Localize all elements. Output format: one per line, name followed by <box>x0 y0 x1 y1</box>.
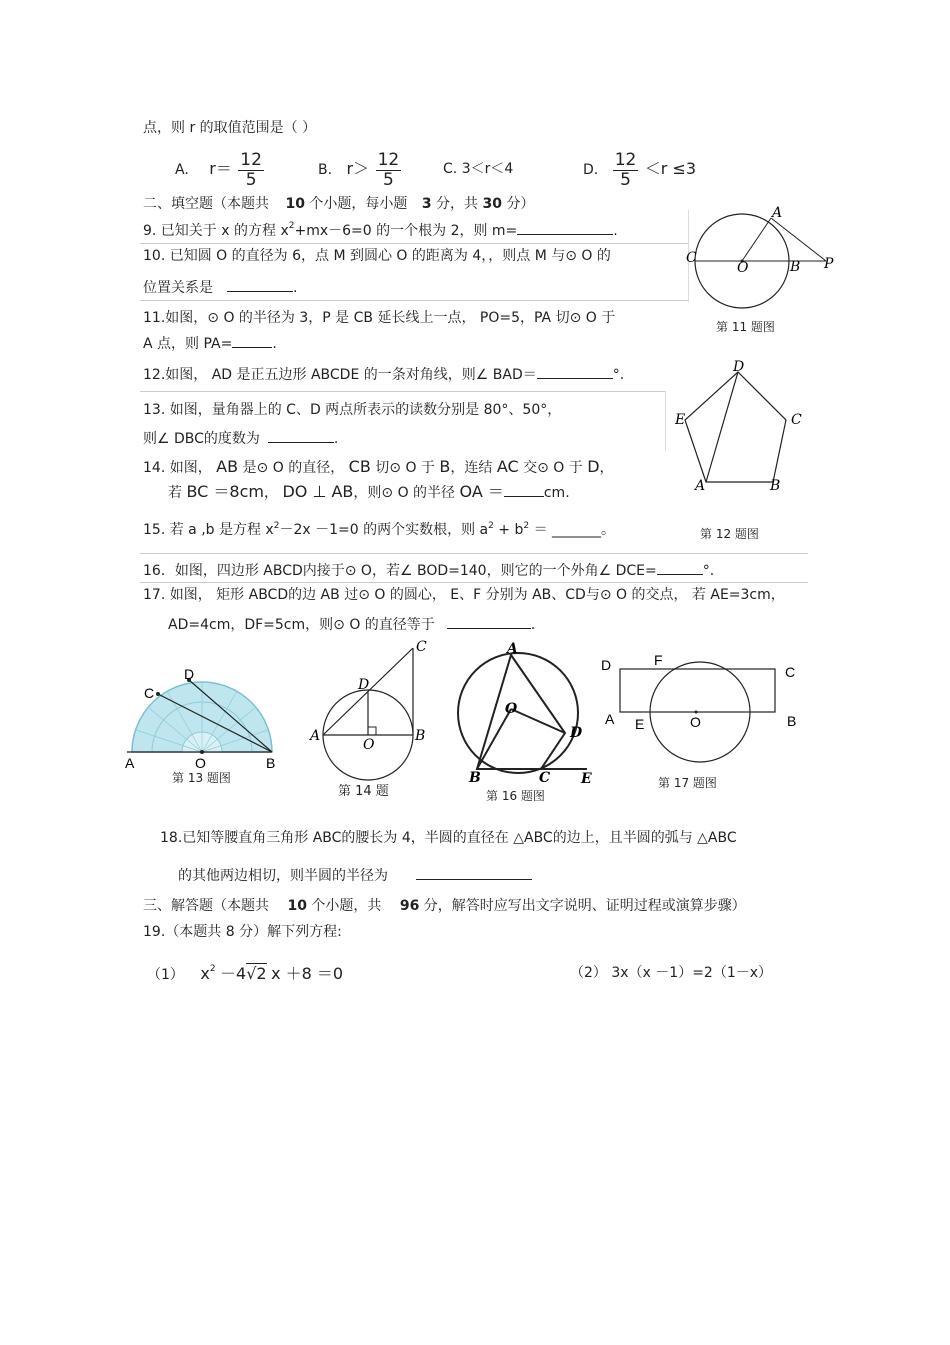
fig11-label-p: P <box>824 256 834 272</box>
question-10-line-2: 位置关系是 . <box>143 277 297 298</box>
fig14-label-a: A <box>310 728 321 744</box>
figure-11-caption: 第 11 题图 <box>716 320 775 334</box>
fig11-label-b: B <box>790 259 801 275</box>
fig12-label-a: A <box>695 478 706 494</box>
q8-option-d-fraction: $\frac{12}{5}$ <box>614 149 637 190</box>
fig16-label-e: E <box>581 771 592 787</box>
figure-12-caption: 第 12 题图 <box>700 527 759 541</box>
fig16-label-d: D <box>570 725 583 741</box>
divider <box>140 300 688 301</box>
fig17-label-o: O <box>690 714 701 730</box>
fig17-label-a: A <box>605 711 615 727</box>
fig12-label-c: C <box>791 412 802 428</box>
q10-answer-blank[interactable] <box>227 277 293 292</box>
question-10-line-1: 10. 已知圆 O 的直径为 6，点 M 到圆心 O 的距离为 4，，则点 M 与⊙ O 的 <box>143 248 611 264</box>
fig16-label-b: B <box>469 770 481 786</box>
question-19-title: 19.（本题共 8 分）解下列方程: <box>143 924 342 940</box>
q8-option-a-fraction: $\frac{12}{5}$ <box>240 149 262 190</box>
figure-11 <box>686 205 836 310</box>
q8-option-c-expr: 3＜r＜4 <box>461 161 514 177</box>
section-2-heading: 二、填空题（本题共 10 个小题，每小题 3 分，共 30 分） <box>143 196 535 212</box>
question-19-part-2: （2） 3x（x －1）=2（1－x） <box>570 965 773 981</box>
q8-stem: 点，则 r 的取值范围是（ ） <box>143 120 317 136</box>
figure-17-caption: 第 17 题图 <box>658 776 717 790</box>
fig13-label-d: D <box>184 666 195 682</box>
divider <box>140 582 808 583</box>
fig13-label-b: B <box>266 755 276 771</box>
q17-answer-blank[interactable] <box>447 614 531 629</box>
q8-option-b-expr: r＞ <box>346 159 370 178</box>
q12-answer-blank[interactable] <box>537 364 613 379</box>
divider <box>140 391 665 392</box>
fig16-label-c: C <box>539 770 551 786</box>
question-19-part-1: （1） $x^2 -4√2$ x ＋8 ＝0 <box>147 964 344 983</box>
question-17-line-2: AD=4cm，DF=5cm，则⊙ O 的直径等于 . <box>168 614 535 635</box>
question-15: 15. 若 a ,b 是方程 $x^2-2x -1=0$ 的两个实数根，则 $a^2 + b^2$ ＝ _______。 <box>143 521 616 538</box>
question-13-line-1: 13. 如图，量角器上的 C、D 两点所表示的读数分别是 80°、50°， <box>143 402 562 418</box>
q8-option-d-label: D. <box>583 162 599 178</box>
figure-14 <box>308 638 438 778</box>
fig12-label-d: D <box>733 359 745 375</box>
q8-option-c-label: C. <box>443 161 458 177</box>
figure-12 <box>672 360 812 500</box>
fig12-label-b: B <box>770 478 781 494</box>
fig17-label-f: F <box>654 652 663 668</box>
q8-option-b-label: B. <box>318 162 333 178</box>
divider <box>140 553 808 554</box>
divider <box>140 243 688 244</box>
fig17-label-e: E <box>635 716 645 732</box>
figure-17 <box>598 650 803 770</box>
q8-options <box>175 146 266 192</box>
q8-option-b-fraction: $\frac{12}{5}$ <box>377 149 400 190</box>
question-18-line-2: 的其他两边相切，则半圆的半径为 <box>178 865 532 886</box>
fig17-label-d: D <box>601 657 612 673</box>
question-14-line-1: 14. 如图， AB 是⊙ O 的直径， CB 切⊙ O 于 B，连结 AC 交⊙ O 于 D， <box>143 457 614 476</box>
q13-answer-blank[interactable] <box>268 428 334 443</box>
figure-13-caption: 第 13 题图 <box>172 771 231 785</box>
figure-13 <box>122 660 287 775</box>
figure-14-caption: 第 14 题 <box>338 784 389 799</box>
q8-option-a-label: A. <box>175 162 189 178</box>
q18-answer-blank[interactable] <box>416 865 532 880</box>
q8-option-b <box>318 146 403 192</box>
q9-answer-blank[interactable] <box>517 220 613 235</box>
figure-16-caption: 第 16 题图 <box>486 789 545 803</box>
fig13-label-o: O <box>195 755 206 771</box>
section-3-heading: 三、解答题（本题共 10 个小题，共 96 分，解答时应写出文字说明、证明过程或演算步骤） <box>143 898 746 914</box>
fig13-label-a: A <box>125 755 135 771</box>
question-9: 9. 已知关于 x 的方程 $x^2+mx-6=0$ 的一个根为 2，则 m= . <box>143 221 618 239</box>
fig16-label-a: A <box>507 641 518 657</box>
fig14-label-c: C <box>416 639 427 655</box>
question-16: 16．如图，四边形 ABCD内接于⊙ O，若∠ BOD=140，则它的一个外角∠ DCE= °. <box>143 560 714 581</box>
question-13-line-2: 则∠ DBC的度数为 . <box>143 428 338 449</box>
fig11-label-a: A <box>772 205 783 221</box>
question-14-line-2: 若 BC ＝8cm， DO ⊥ AB，则⊙ O 的半径 OA ＝ cm. <box>168 482 570 501</box>
fig11-label-c: C <box>686 250 697 266</box>
fig14-label-d: D <box>358 677 370 693</box>
question-17-line-1: 17. 如图， 矩形 ABCD的边 AB 过⊙ O 的圆心， E、F 分别为 AB、CD与⊙ O 的交点， 若 AE=3cm， <box>143 587 785 603</box>
question-12: 12.如图， AD 是正五边形 ABCDE 的一条对角线，则∠ BAD＝ °. <box>143 364 624 385</box>
sqrt-symbol: √2 <box>246 964 267 983</box>
fig13-label-c: C <box>144 685 155 701</box>
fig17-label-b: B <box>787 713 797 729</box>
divider <box>665 391 666 451</box>
fig12-label-e: E <box>675 412 686 428</box>
q16-answer-blank[interactable] <box>657 560 703 575</box>
fig14-label-o: O <box>363 737 375 753</box>
q11-answer-blank[interactable] <box>232 333 272 348</box>
question-18-line-1: 18.已知等腰直角三角形 ABC的腰长为 4，半圆的直径在 △ABC的边上，且半圆的弧与 △ABC <box>160 830 737 846</box>
q8-option-a-expr: r＝ <box>209 159 232 178</box>
figure-16 <box>455 641 605 787</box>
q14-answer-blank[interactable] <box>504 482 544 497</box>
fig17-label-c: C <box>785 664 796 680</box>
question-11-line-1: 11.如图，⊙ O 的半径为 3，P 是 CB 延长线上一点， PO=5，PA 切⊙ O 于 <box>143 310 616 326</box>
q8-option-c <box>443 146 513 192</box>
q8-option-d <box>583 146 696 192</box>
fig11-label-o: O <box>737 260 749 276</box>
question-11-line-2: A 点，则 PA= . <box>143 333 277 354</box>
fig16-label-o: O <box>505 701 518 717</box>
q8-option-d-expr: ＜r ≤3 <box>644 159 697 178</box>
fig14-label-b: B <box>415 728 426 744</box>
